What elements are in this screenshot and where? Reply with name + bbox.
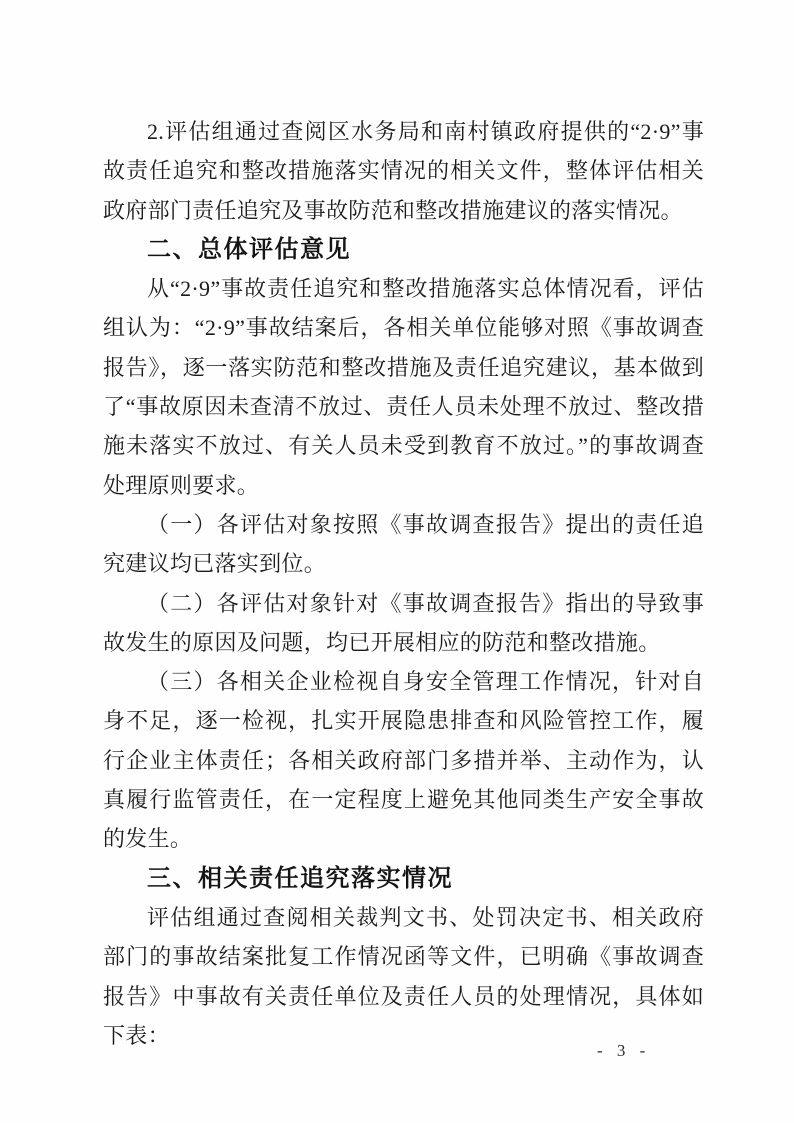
paragraph-evaluation-files: 2.评估组通过查阅区水务局和南村镇政府提供的“2·9”事故责任追究和整改措施落实情况的相关文件，整体评估相关政府部门责任追究及事故防范和整改措施建议的落实情况。 bbox=[103, 119, 704, 223]
paragraph-item-1: （一）各评估对象按照《事故调查报告》提出的责任追究建议均已落实到位。 bbox=[103, 511, 704, 577]
page-number: - 3 - bbox=[597, 1041, 651, 1060]
section-heading-accountability: 三、相关责任追究落实情况 bbox=[147, 864, 453, 892]
section-heading-overall-opinion: 二、总体评估意见 bbox=[147, 235, 351, 263]
document-body bbox=[103, 112, 704, 1055]
paragraph-accountability-intro: 评估组通过查阅相关裁判文书、处罚决定书、相关政府部门的事故结案批复工作情况函等文件，已明确《事故调查报告》中事故有关责任单位及责任人员的处理情况，具体如下表： bbox=[103, 904, 704, 1048]
paragraph-item-3: （三）各相关企业检视自身安全管理工作情况，针对自身不足，逐一检视，扎实开展隐患排查和风险管控工作，履行企业主体责任；各相关政府部门多措并举、主动作为，认真履行监管责任，在一定程度上避免其他同类生产安全事故的发生。 bbox=[103, 669, 704, 852]
paragraph-item-2: （二）各评估对象针对《事故调查报告》指出的导致事故发生的原因及问题，均已开展相应的防范和整改措施。 bbox=[103, 590, 704, 655]
paragraph-overall-opinion: 从“2·9”事故责任追究和整改措施落实总体情况看，评估组认为：“2·9”事故结案后，各相关单位能够对照《事故调查报告》，逐一落实防范和整改措施及责任追究建议，基本做到了“事故原因未查清不放过、责任人员未处理不放过、整改措施未落实不放过、有关人员未受到教育不放过。”的事故调查处理原则要求。 bbox=[103, 276, 704, 498]
